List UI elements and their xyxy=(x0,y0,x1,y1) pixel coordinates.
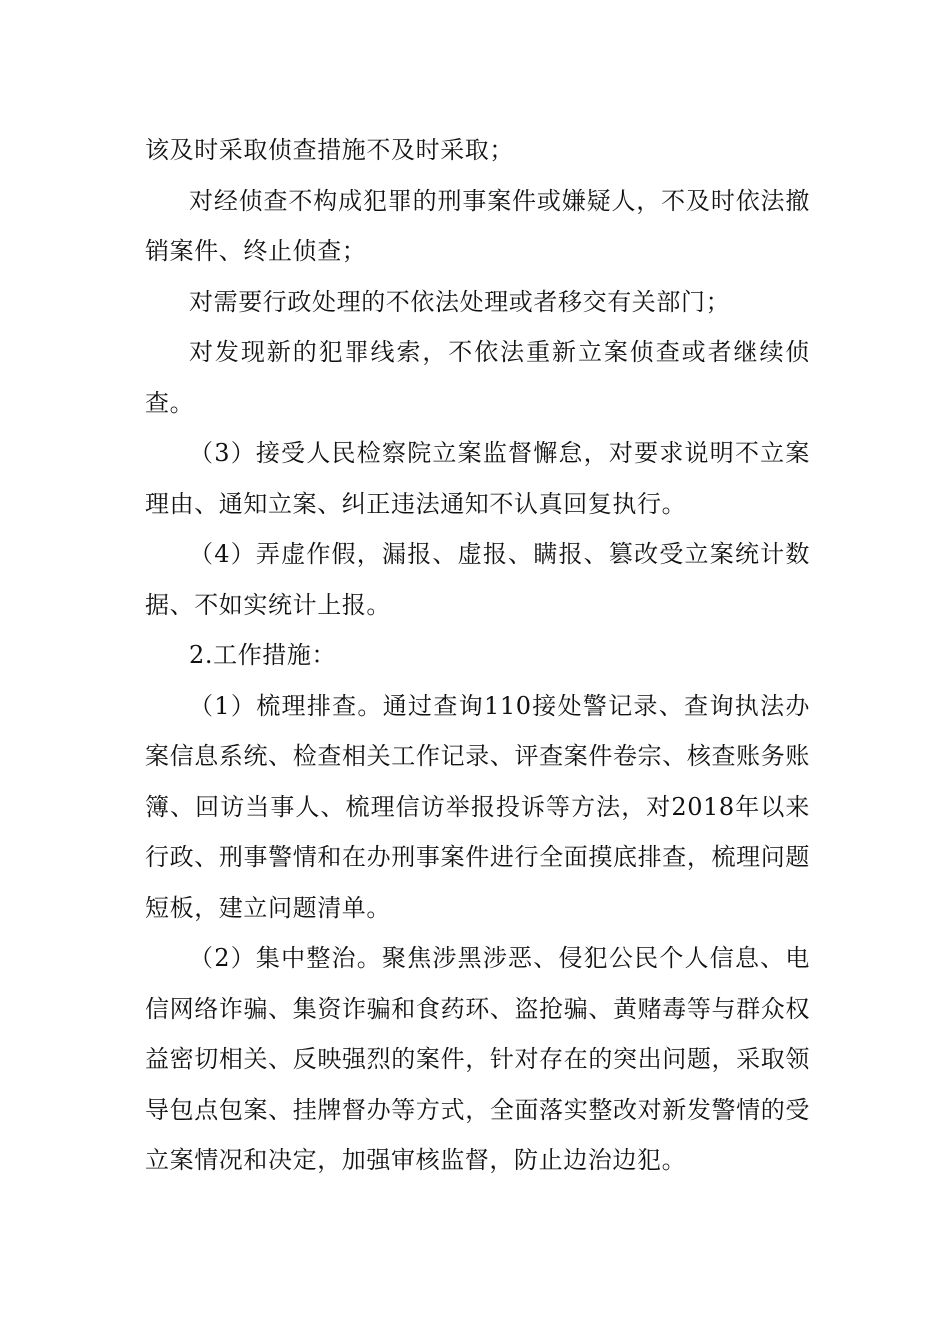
paragraph-continuation: 该及时采取侦查措施不及时采取； xyxy=(145,136,514,164)
paragraph-measure-1: （1）梳理排查。通过查询110接处警记录、查询执法办案信息系统、检查相关工作记录、评查案件卷宗、核查账务账簿、回访当事人、梳理信访举报投诉等方法，对2018年以来行政、刑事警情和在办刑事案件进行全面摸底排查，梳理问题短板，建立问题清单。 xyxy=(145,691,810,922)
section-heading-work-measures: 2.工作措施： xyxy=(189,641,337,669)
paragraph-new-clues: 对发现新的犯罪线索，不依法重新立案侦查或者继续侦查。 xyxy=(145,338,810,417)
paragraph-case-revocation: 对经侦查不构成犯罪的刑事案件或嫌疑人，不及时依法撤销案件、终止侦查； xyxy=(145,186,810,265)
document-body xyxy=(145,125,810,1186)
paragraph-measure-2: （2）集中整治。聚焦涉黑涉恶、侵犯公民个人信息、电信网络诈骗、集资诈骗和食药环、盗抢骗、黄赌毒等与群众权益密切相关、反映强烈的案件，针对存在的突出问题，采取领导包点包案、挂牌督办等方式，全面落实整改对新发警情的受立案情况和决定，加强审核监督，防止边治边犯。 xyxy=(145,944,810,1174)
paragraph-item-3: （3）接受人民检察院立案监督懈怠，对要求说明不立案理由、通知立案、纠正违法通知不认真回复执行。 xyxy=(145,439,810,518)
paragraph-item-4: （4）弄虚作假，漏报、虚报、瞒报、篡改受立案统计数据、不如实统计上报。 xyxy=(145,540,810,619)
paragraph-administrative-handling: 对需要行政处理的不依法处理或者移交有关部门； xyxy=(189,287,731,316)
